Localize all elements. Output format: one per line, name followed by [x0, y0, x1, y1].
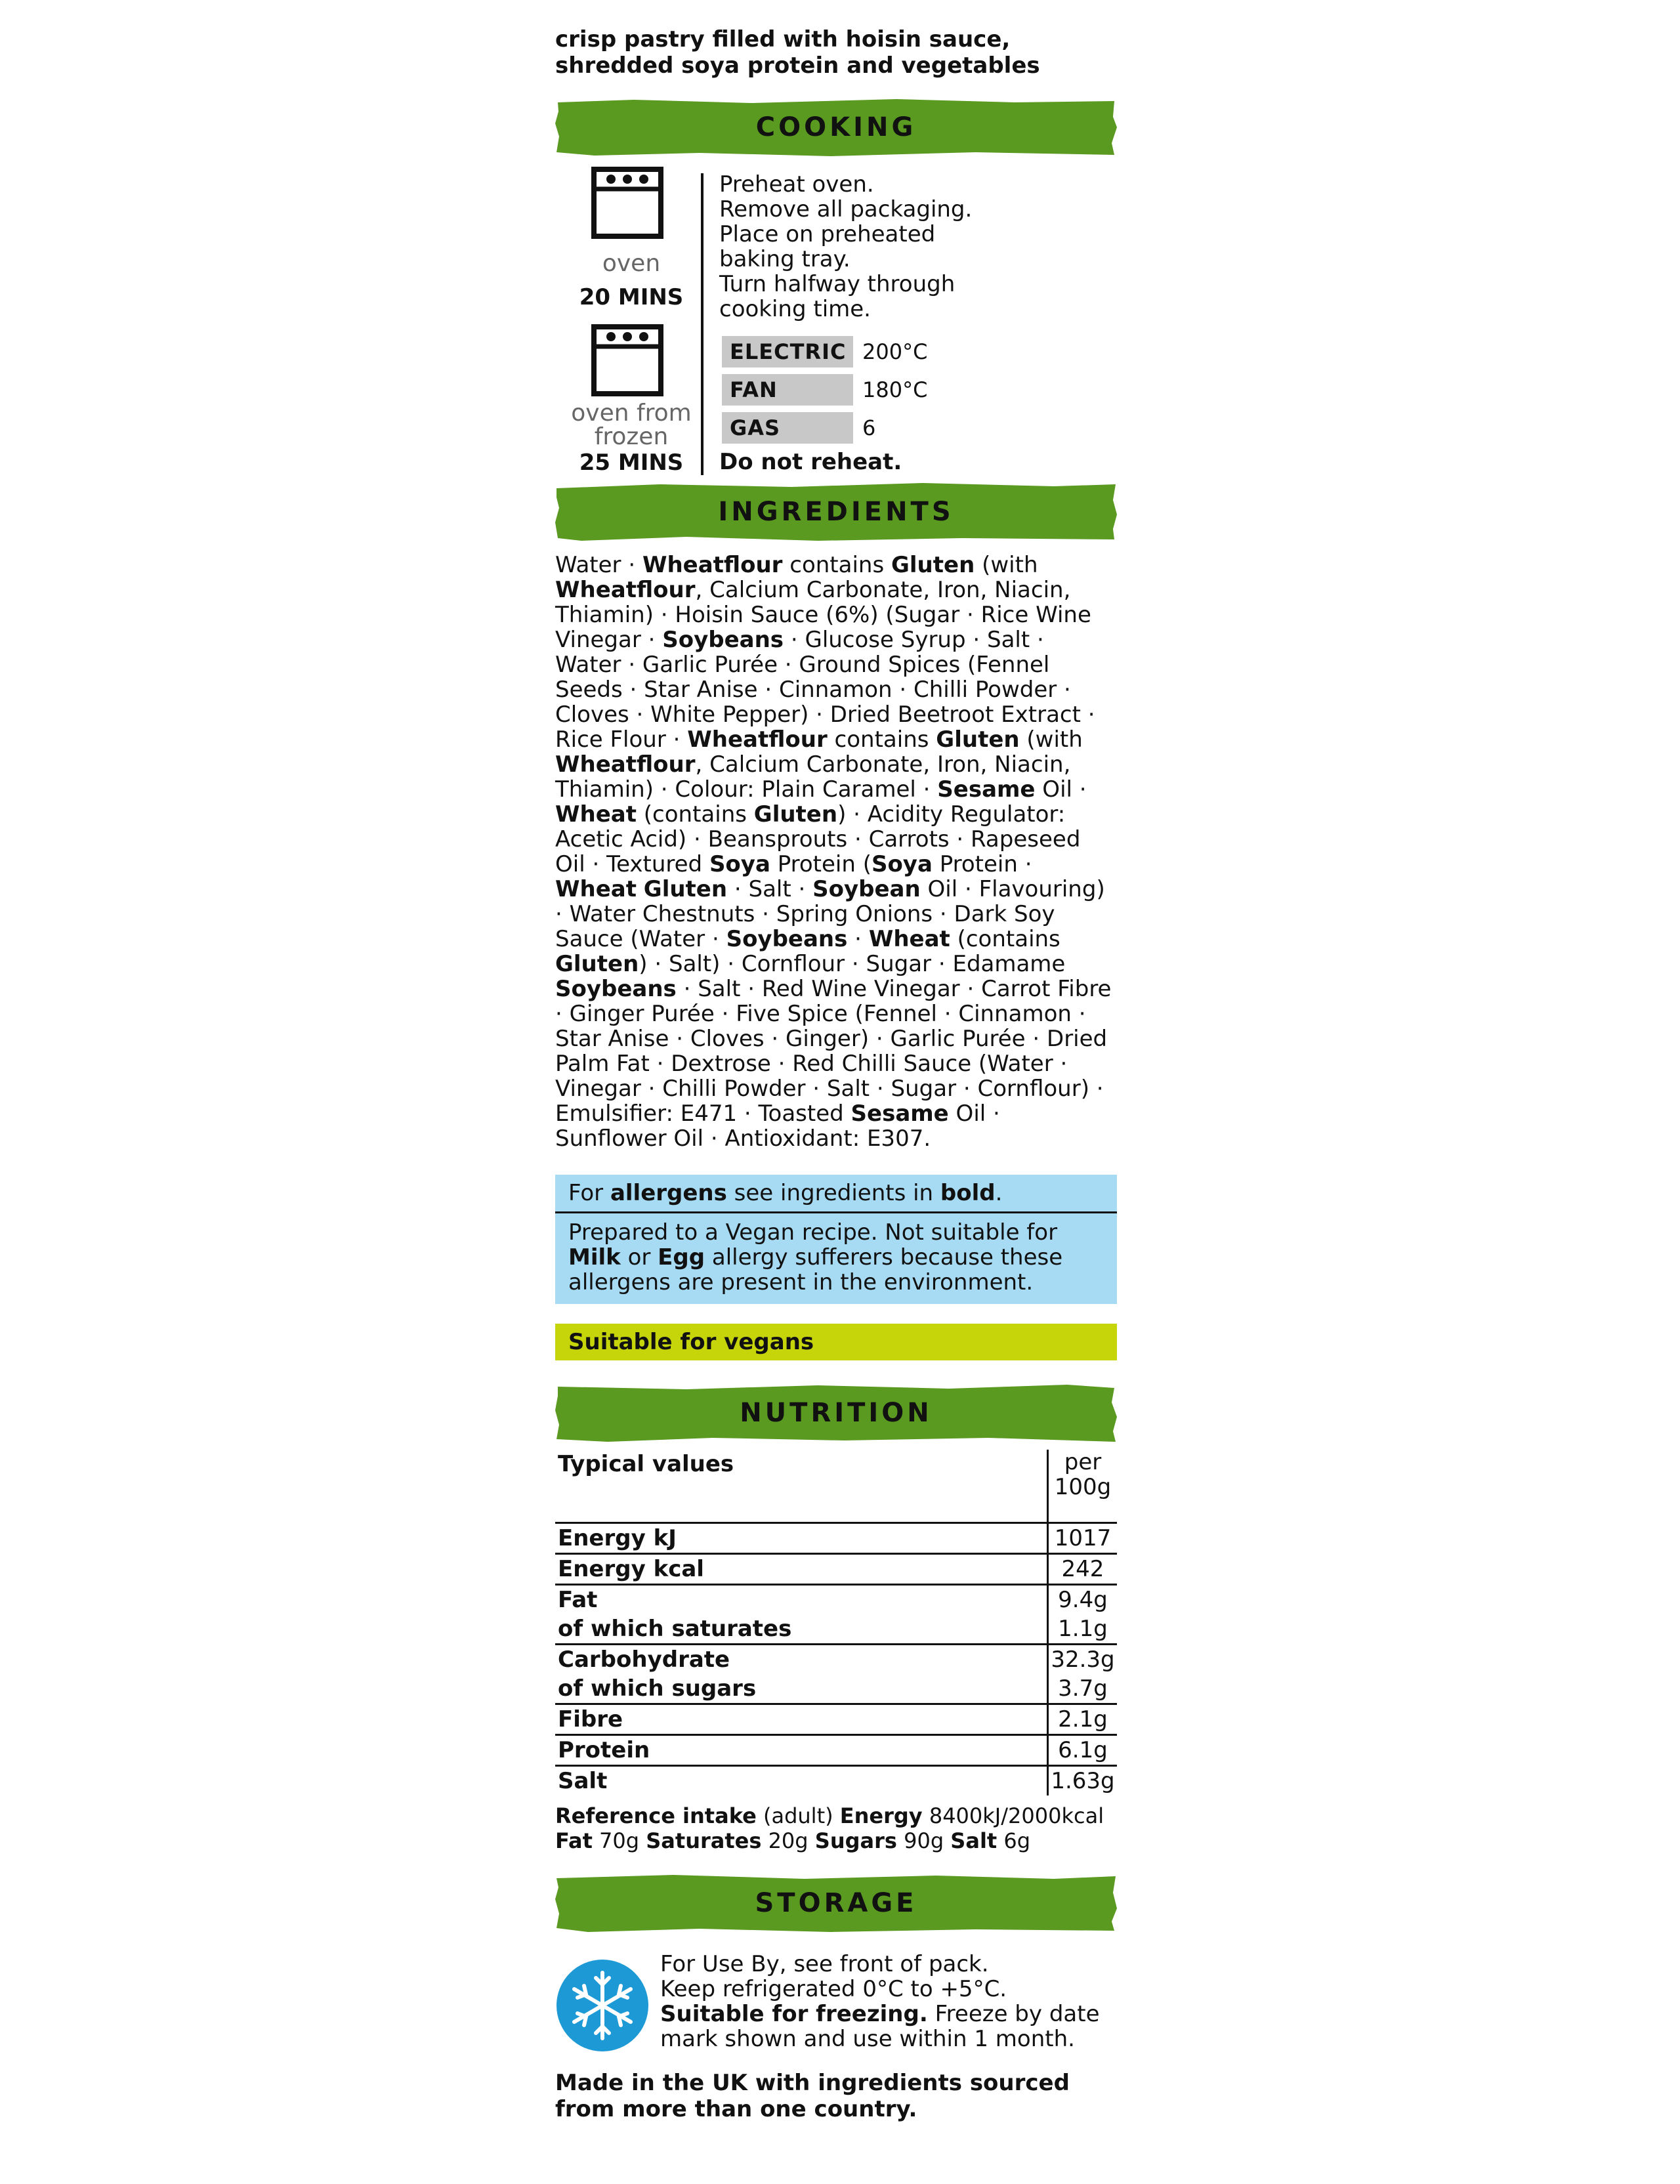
method-name: oven: [602, 250, 661, 277]
nutrient-value: 242: [1048, 1554, 1118, 1585]
nutrient-label: of which sugars: [558, 1675, 757, 1702]
nutrient-label: of which saturates: [558, 1616, 792, 1642]
nutrition-row: [555, 1704, 1117, 1735]
nutrient-value: 9.4g: [1048, 1585, 1118, 1615]
nutrition-row: [555, 1585, 1117, 1615]
text: 90g: [896, 1828, 951, 1853]
text: Egg: [658, 1244, 705, 1270]
allergen: Sesame: [850, 1101, 949, 1127]
text: 6g: [997, 1828, 1031, 1853]
vegan-badge: Suitable for vegans: [555, 1324, 1117, 1360]
product-info: [555, 26, 1117, 2122]
storage-line: For Use By, see front of pack.: [660, 1951, 989, 1977]
oven-icon: [591, 324, 663, 396]
text: Energy: [839, 1803, 923, 1828]
allergen: Gluten: [555, 951, 639, 977]
text: 8400kJ/2000kcal: [922, 1803, 1104, 1828]
nutrition-row: [555, 1735, 1117, 1766]
allergen: Gluten: [753, 801, 838, 828]
section-title: INGREDIENTS: [718, 497, 954, 527]
cooking-steps: [719, 172, 1113, 322]
step-text: baking tray.: [719, 246, 850, 272]
text: For: [568, 1180, 610, 1206]
cooking-header: [555, 97, 1117, 158]
allergen: Wheat: [555, 876, 637, 902]
text: Sugars: [814, 1828, 897, 1853]
allergen: Soybeans: [726, 926, 848, 952]
text: Freeze by date mark shown and use within 1 month.: [660, 2001, 1100, 2052]
allergen: Soybean: [812, 876, 921, 902]
text: 20g: [761, 1828, 815, 1853]
allergen: Wheat: [555, 801, 637, 828]
nutrient-label: Energy kcal: [555, 1554, 1048, 1585]
nutrition-row: [555, 1614, 1117, 1645]
text: Prepared to a Vegan recipe. Not suitable for: [568, 1219, 1058, 1246]
step-text: Preheat oven.: [719, 171, 874, 198]
temp-value: 180°C: [862, 377, 928, 402]
nutrient-value: 6.1g: [1048, 1735, 1118, 1766]
allergen: Gluten: [936, 726, 1020, 753]
allergen: Soya: [709, 851, 770, 877]
nutrient-label: Fat: [555, 1585, 1048, 1615]
step-text: cooking time.: [719, 296, 871, 322]
nutrient-value: 2.1g: [1048, 1704, 1118, 1735]
nutrition-row: [555, 1766, 1117, 1796]
snowflake-icon: [555, 1958, 650, 2053]
allergen: Gluten: [891, 552, 975, 578]
step-text: Remove all packaging.: [719, 196, 973, 222]
allergen: Soya: [871, 851, 933, 877]
method-time: 25 MINS: [579, 450, 684, 476]
text: or: [620, 1244, 658, 1270]
nutrient-value: 1017: [1048, 1523, 1118, 1554]
ingredients-list: Water · Wheatflour contains Gluten (with Wheatflour, Calcium Carbonate, Iron, Niacin, Thiamin) · Hoisin Sauce (6%) (Sugar · Rice Wine Vinegar · Soybeans · Glucose Syrup · Salt · Water · Garlic Purée · Ground Spices (Fennel Seeds · Star Anise · Cinnamon · Chilli Powder · Cloves · White Pepper) · Dried Beetroot Extract · Rice Flour · Wheatflour contains Gluten (with Wheatflour, Calcium Carbonate, Iron, Niacin, Thiamin) · Colour: Plain Caramel · Sesame Oil · Wheat (contains Gluten) · Acidity Regulator: Acetic Acid) · Beansprouts · Carrots · Rapeseed Oil · Textured Soya Protein (Soya Protein · Wheat Gluten · Salt · Soybean Oil · Flavouring) · Water Chestnuts · Spring Onions · Dark Soy Sauce (Water · Soybeans · Wheat (contains Gluten) · Salt) · Cornflour · Sugar · Edamame Soybeans · Salt · Red Wine Vinegar · Carrot Fibre · Ginger Purée · Five Spice (Fennel · Cinnamon · Star Anise · Cloves · Ginger) · Garlic Purée · Dried Palm Fat · Dextrose · Red Chilli Sauce (Water · Vinegar · Chilli Powder · Salt · Sugar · Cornflour) · Emulsifier: E471 · Toasted Sesame Oil · Sunflower Oil · Antioxidant: E307.: [555, 552, 1112, 1152]
allergy-box: [555, 1175, 1117, 1304]
text: Fat: [555, 1828, 593, 1853]
storage-line: [660, 2002, 1120, 2051]
oven-icon: [591, 167, 663, 239]
storage-header: [555, 1873, 1117, 1933]
origin-statement: Made in the UK with ingredients sourced from more than one country.: [555, 2070, 1070, 2122]
temp-value: 6: [862, 415, 876, 440]
cooking-instructions: [555, 167, 1117, 475]
nutrition-row: [555, 1674, 1117, 1704]
text: bold: [940, 1180, 996, 1206]
allergen: Wheatflour: [555, 751, 696, 778]
nutrient-value: 1.63g: [1048, 1766, 1118, 1796]
divider: [701, 173, 704, 475]
section-title: COOKING: [755, 112, 917, 142]
text: Milk: [568, 1244, 621, 1270]
text: (adult): [756, 1803, 840, 1828]
reheat-note: Do not reheat.: [719, 449, 902, 475]
header-col: per 100g: [1048, 1450, 1118, 1523]
allergy-note: [555, 1213, 1117, 1304]
nutrition-row: [555, 1554, 1117, 1585]
allergen: Wheatflour: [687, 726, 828, 753]
storage-info: [555, 1946, 1117, 2065]
allergen: Wheatflour: [555, 577, 696, 603]
text: Saturates: [646, 1828, 762, 1853]
table-header: [555, 1450, 1117, 1523]
storage-line: Keep refrigerated 0°C to +5°C.: [660, 1976, 1007, 2002]
allergen: Wheat: [868, 926, 950, 952]
nutrition-row: [555, 1645, 1117, 1675]
cooking-methods: [555, 167, 707, 475]
text: Salt: [950, 1828, 998, 1853]
text: allergens: [610, 1180, 727, 1206]
nutrient-label: Carbohydrate: [555, 1645, 1048, 1675]
allergen: Soybeans: [555, 976, 677, 1002]
allergen: Wheatflour: [642, 552, 783, 578]
method-time: 20 MINS: [579, 284, 684, 310]
nutrition-table: [555, 1450, 1117, 1796]
nutrient-label: Energy kJ: [555, 1523, 1048, 1554]
nutrition-header: [555, 1383, 1117, 1443]
nutrient-value: 1.1g: [1048, 1614, 1118, 1645]
nutrient-value: 32.3g: [1048, 1645, 1118, 1675]
temp-label: ELECTRIC: [722, 336, 853, 368]
product-description: crisp pastry filled with hoisin sauce, shredded soya protein and vegetables: [555, 26, 1040, 79]
allergen: Gluten: [643, 876, 728, 902]
nutrient-label: Protein: [555, 1735, 1048, 1766]
text: Reference intake: [555, 1803, 757, 1828]
allergen: Soybeans: [662, 627, 784, 653]
text: .: [995, 1180, 1003, 1206]
storage-text: [660, 1952, 1120, 2051]
temp-label: FAN: [722, 374, 853, 406]
step-text: Place on preheated: [719, 221, 936, 247]
temp-label: GAS: [722, 412, 853, 444]
step-text: Turn halfway through: [719, 271, 956, 297]
allergy-line: [555, 1175, 1117, 1213]
text: 70g: [592, 1828, 646, 1853]
nutrition-row: [555, 1523, 1117, 1554]
header-label: Typical values: [558, 1451, 734, 1477]
temp-value: 200°C: [862, 339, 928, 364]
method-name: oven from frozen: [571, 400, 692, 450]
ingredients-header: [555, 482, 1117, 542]
text: allergy sufferers because these allergens are present in the environment.: [568, 1244, 1063, 1295]
reference-intake: [555, 1803, 1117, 1853]
section-title: NUTRITION: [740, 1398, 933, 1428]
nutrient-value: 3.7g: [1048, 1674, 1118, 1704]
section-title: STORAGE: [755, 1888, 917, 1918]
allergen: Sesame: [937, 776, 1036, 803]
text: see ingredients in: [726, 1180, 940, 1206]
text: Suitable for freezing.: [660, 2001, 928, 2027]
nutrient-label: Fibre: [555, 1704, 1048, 1735]
nutrient-label: Salt: [555, 1766, 1048, 1796]
